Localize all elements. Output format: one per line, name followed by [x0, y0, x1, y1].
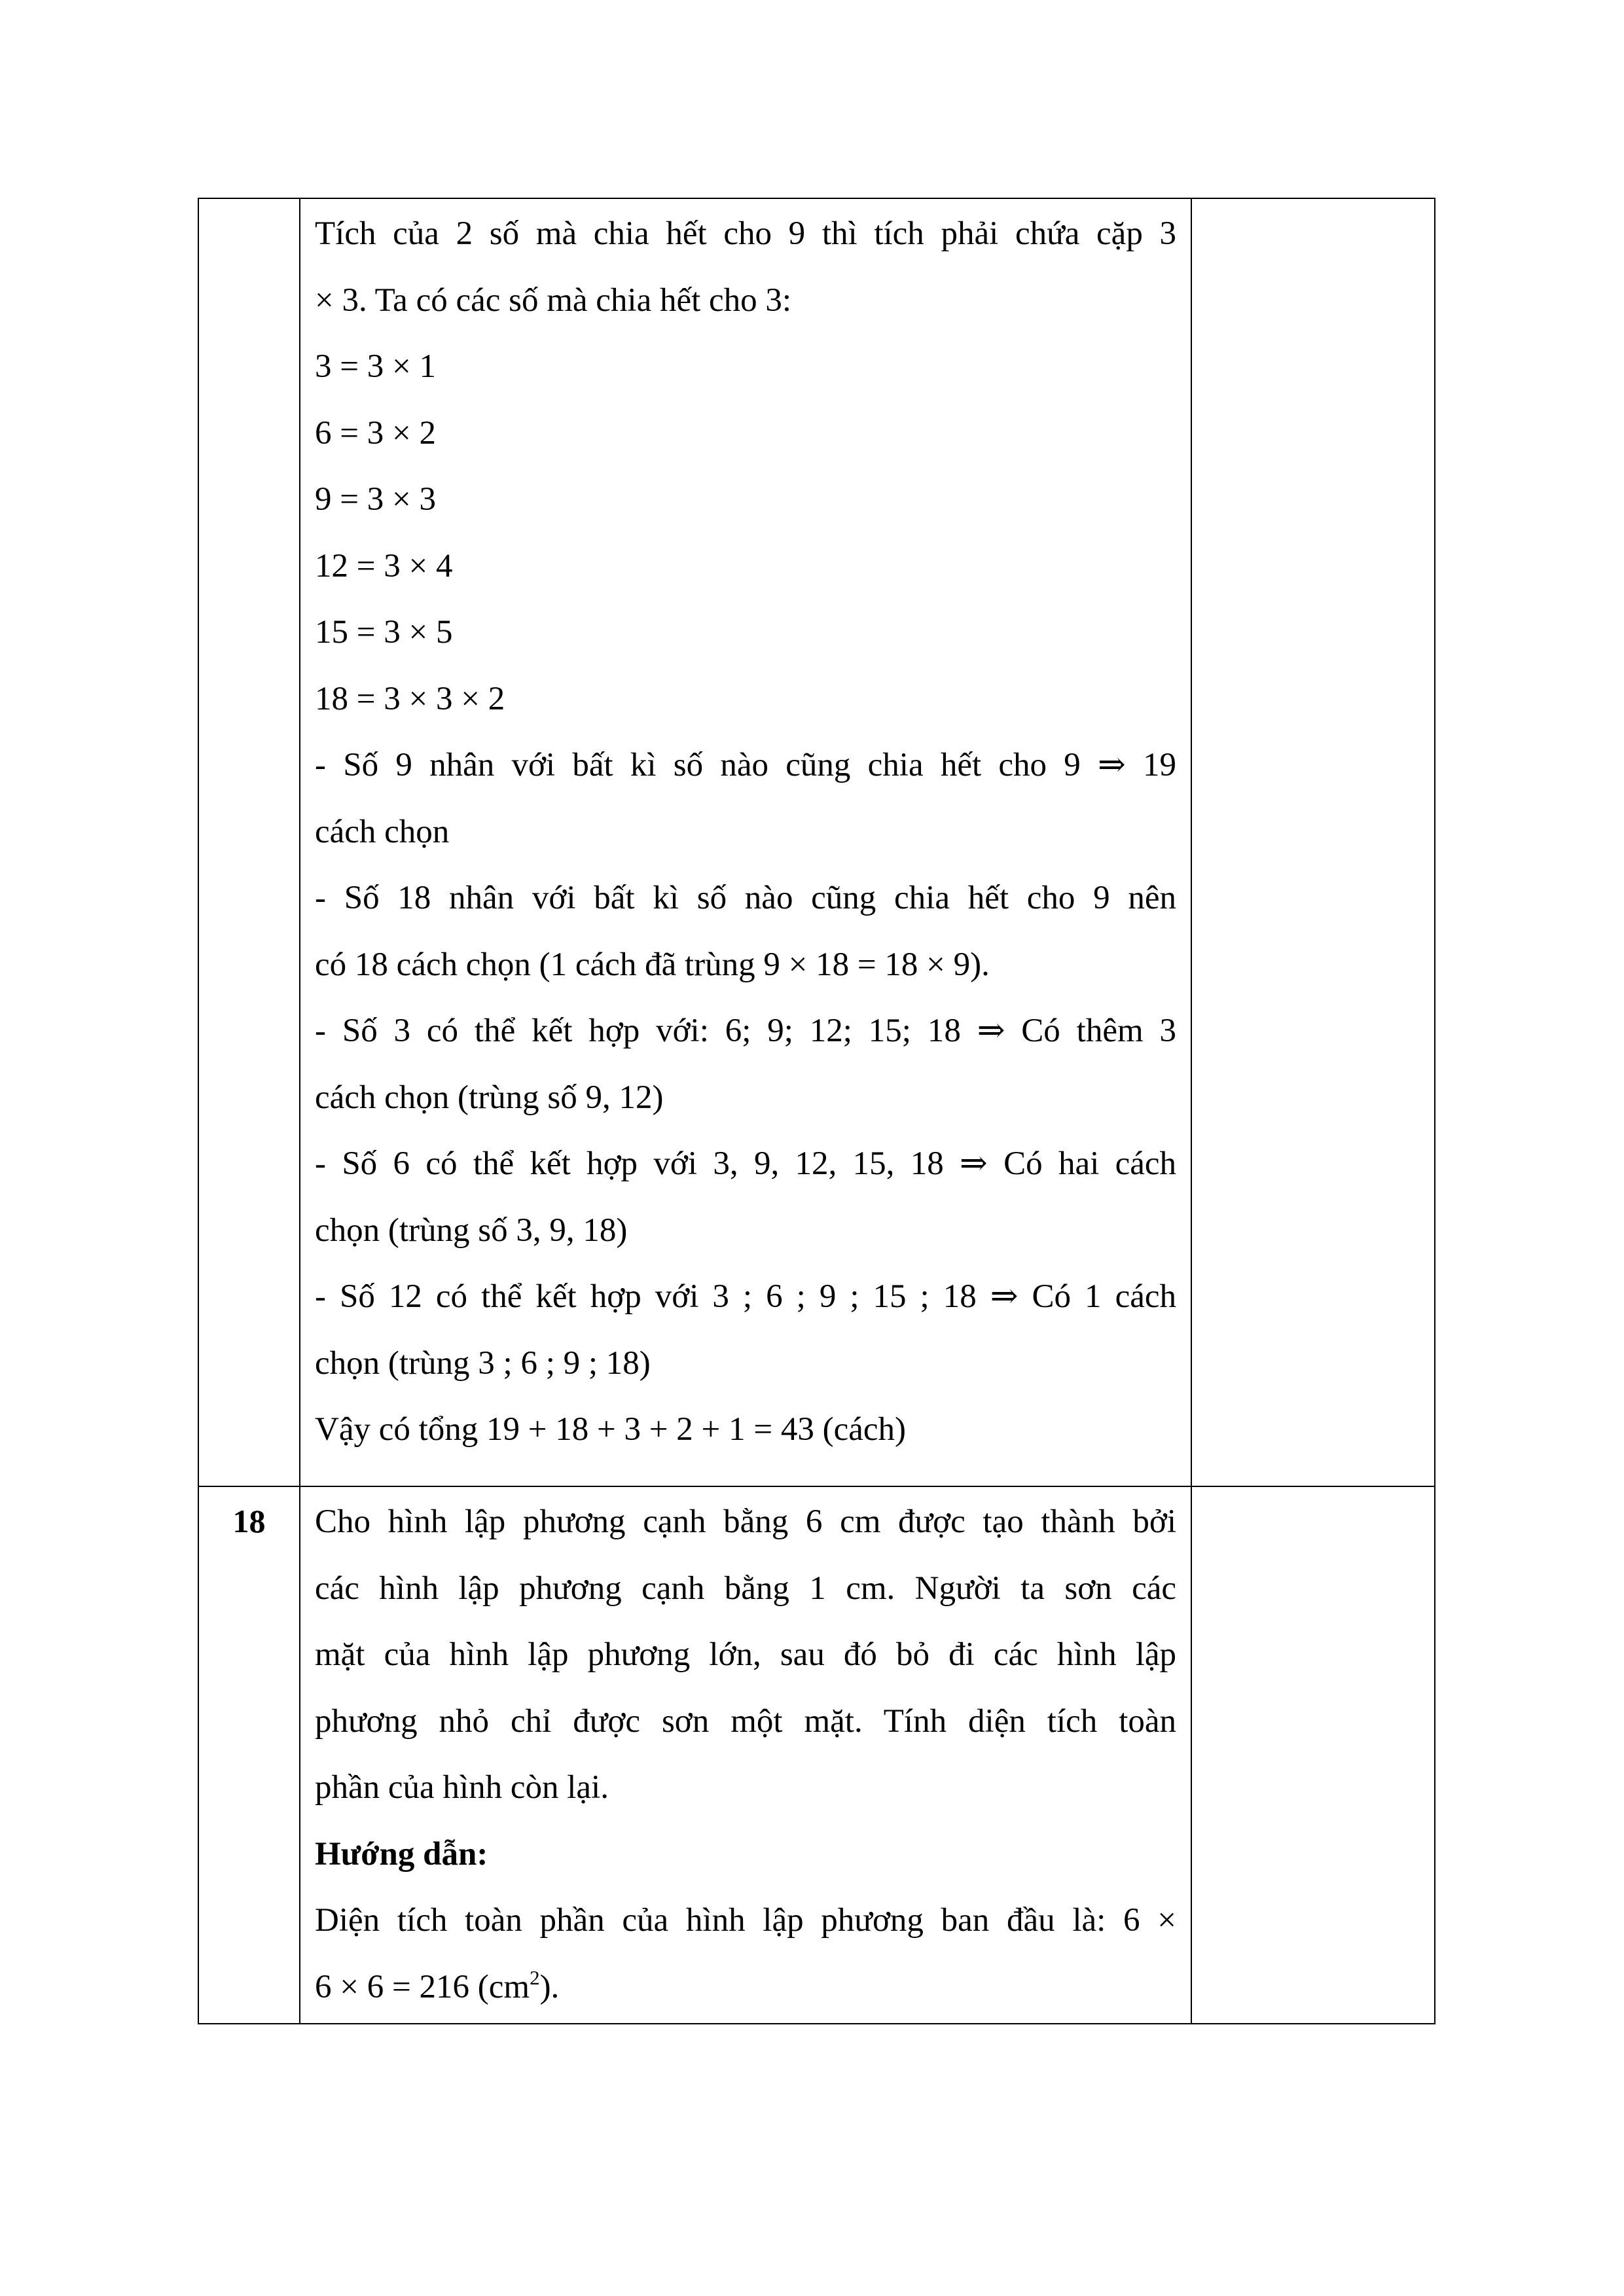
text-line: có 18 cách chọn (1 cách đã trùng 9 × 18 = 18 × 9).: [315, 946, 990, 983]
table-row: [198, 198, 1435, 1486]
guide-heading: Hướng dẫn:: [315, 1835, 488, 1873]
text-line: phần của hình còn lại.: [315, 1769, 609, 1806]
text-line: chọn (trùng 3 ; 6 ; 9 ; 18): [315, 1344, 651, 1382]
text-line: [315, 1954, 1176, 2021]
score-cell: [1191, 1486, 1435, 2024]
text-line: cách chọn: [315, 813, 450, 850]
score-cell: [1191, 198, 1435, 1486]
text-line: Vậy có tổng 19 + 18 + 3 + 2 + 1 = 43 (cách): [315, 1411, 906, 1448]
solution-content-cell: [300, 198, 1191, 1486]
text-line: × 3. Ta có các số mà chia hết cho 3:: [315, 281, 792, 319]
text-line: chọn (trùng số 3, 9, 18): [315, 1211, 628, 1249]
formula-text: ).: [539, 1968, 560, 2005]
text-line: - Số 6 có thể kết hợp với 3, 9, 12, 15, 18 ⇒ Có hai cách: [315, 1145, 1176, 1182]
superscript: 2: [530, 1965, 540, 1989]
text-line: - Số 3 có thể kết hợp với: 6; 9; 12; 15; 18 ⇒ Có thêm 3: [315, 1013, 1176, 1049]
text-line: phương nhỏ chỉ được sơn một mặt. Tính diện tích toàn: [315, 1702, 1176, 1740]
text-line: cách chọn (trùng số 9, 12): [315, 1079, 664, 1116]
formula-text: 6 × 6 = 216 (cm: [315, 1968, 530, 2005]
text-line: - Số 18 nhân với bất kì số nào cũng chia hết cho 9 nên: [315, 880, 1176, 916]
text-line: - Số 12 có thể kết hợp với 3 ; 6 ; 9 ; 15 ; 18 ⇒ Có 1 cách: [315, 1278, 1176, 1315]
text-line: - Số 9 nhân với bất kì số nào cũng chia hết cho 9 ⇒ 19: [315, 747, 1176, 783]
text-line: 3 = 3 × 1: [315, 348, 437, 385]
table-row: [198, 1486, 1435, 2024]
problem-content-cell: [300, 1486, 1191, 2024]
problem-number-cell: [198, 198, 300, 1486]
text-line: 6 = 3 × 2: [315, 414, 437, 452]
text-line: mặt của hình lập phương lớn, sau đó bỏ đi các hình lập: [315, 1636, 1176, 1673]
solution-table: [198, 198, 1435, 2024]
text-line: Tích của 2 số mà chia hết cho 9 thì tích phải chứa cặp 3: [315, 215, 1176, 252]
text-line: 15 = 3 × 5: [315, 614, 453, 651]
text-line: 12 = 3 × 4: [315, 547, 453, 584]
problem-number-cell: 18: [198, 1486, 300, 2024]
text-line: 18 = 3 × 3 × 2: [315, 680, 505, 717]
text-line: 9 = 3 × 3: [315, 481, 437, 518]
text-line: các hình lập phương cạnh bằng 1 cm. Người ta sơn các: [315, 1570, 1176, 1607]
text-line: Cho hình lập phương cạnh bằng 6 cm được tạo thành bởi: [315, 1503, 1176, 1540]
text-line: Diện tích toàn phần của hình lập phương ban đầu là: 6 ×: [315, 1902, 1176, 1939]
